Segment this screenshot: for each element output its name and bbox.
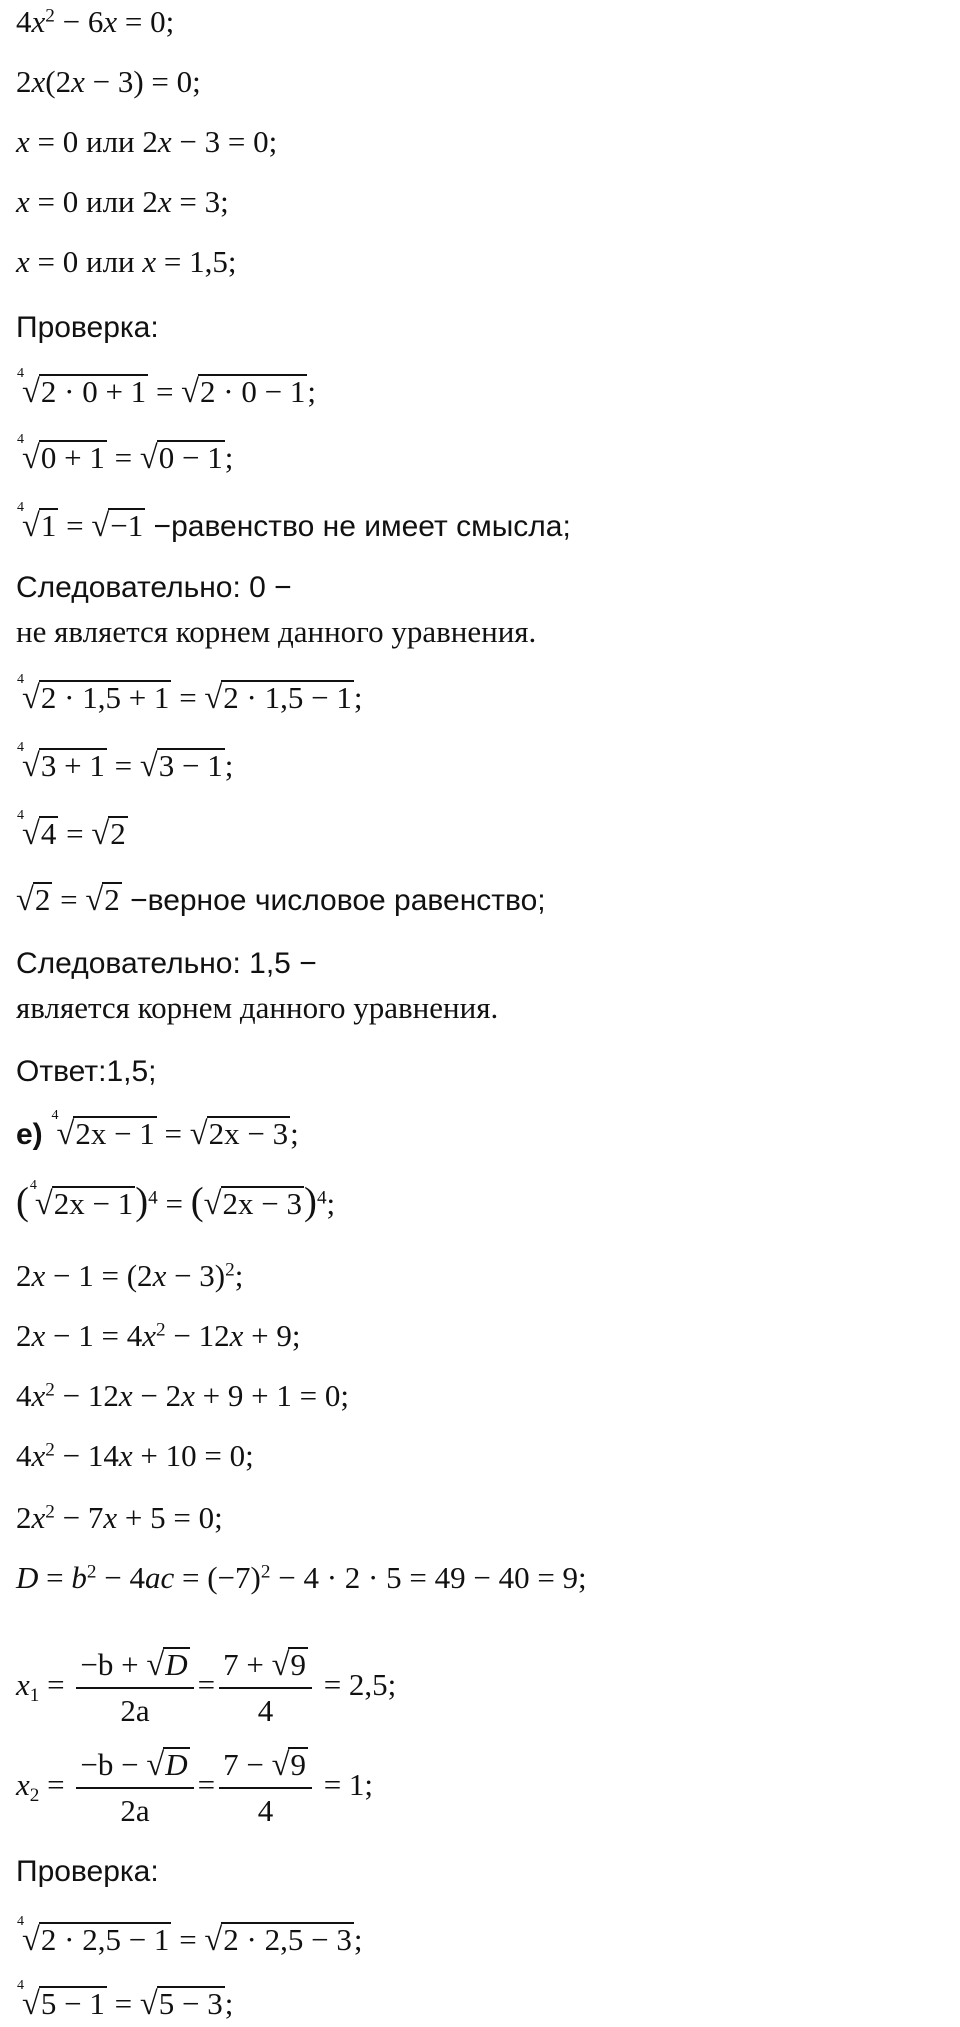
square-root: √2 · 1,5 − 1 bbox=[204, 680, 352, 716]
check-line: 4 √5 − 1 = √5 − 3; bbox=[17, 1978, 234, 2022]
square-root: √2x − 3 bbox=[189, 1116, 289, 1152]
equation-line: $2x - 1 = 4x^2 - 12x + 9$; bbox=[16, 1318, 301, 1353]
discriminant-line: $D = b^2 - 4ac = (-7)^2 - 4 \cdot 2 \cdot 5 = 49 - 40 = 9$; bbox=[16, 1560, 587, 1595]
check-line: 4 √4 = √2 bbox=[17, 808, 126, 852]
check-line: 4 √2 · 1,5 + 1 = √2 · 1,5 − 1; bbox=[17, 672, 363, 716]
square-root: √9 bbox=[271, 1646, 306, 1683]
fourth-root: 4 √0 + 1 bbox=[17, 432, 105, 476]
fourth-root: 4 √2 · 0 + 1 bbox=[17, 366, 147, 410]
check-line: 4 √1 = √−1 −равенство не имеет смысла; bbox=[17, 500, 571, 544]
fourth-root: 4 √3 + 1 bbox=[17, 740, 105, 784]
square-root: √2x − 3 bbox=[203, 1186, 303, 1222]
square-root: √D bbox=[146, 1646, 188, 1683]
square-root: √D bbox=[146, 1746, 188, 1783]
fourth-root: 4 √4 bbox=[17, 808, 57, 852]
square-root: √2 bbox=[16, 882, 51, 918]
equation-line: x = 0 или x = 1,5; bbox=[16, 244, 237, 279]
conclusion-text: не является корнем данного уравнения. bbox=[16, 614, 537, 649]
square-root: √0 − 1 bbox=[139, 440, 223, 476]
problem-label: е) bbox=[16, 1118, 43, 1151]
square-root: √2 · 2,5 − 3 bbox=[204, 1922, 352, 1958]
fraction: $\frac{7 - √9}{4}$ bbox=[219, 1743, 312, 1833]
square-root: √5 − 3 bbox=[139, 1986, 223, 2022]
square-root: √2 · 0 − 1 bbox=[181, 374, 306, 410]
square-root: √−1 bbox=[91, 508, 144, 544]
fraction: $\frac{-b - √D}{2a}$ bbox=[76, 1743, 193, 1833]
root-formula-x2: $x_2$ = $\frac{-b - √D}{2a}$ = $\frac{7 - √9}{4}$ = 1; bbox=[16, 1740, 373, 1833]
equation-line: ( 4 $√2x - 1)^4 = (√2x - 3)^4$; bbox=[16, 1178, 336, 1223]
equation-line: 2x(2x − 3) = 0; bbox=[16, 64, 201, 99]
square-root: √2 bbox=[91, 816, 126, 852]
square-root: √3 − 1 bbox=[139, 748, 223, 784]
fraction: $\frac{-b + √D}{2a}$ bbox=[76, 1643, 193, 1733]
problem-statement: е) 4 √2x − 1 = √2x − 3; bbox=[16, 1108, 299, 1152]
fourth-root: 4 √5 − 1 bbox=[17, 1978, 105, 2022]
equation-line: $4x^2 - 14x + 10 = 0$; bbox=[16, 1438, 254, 1473]
equation-line: $4x^2 - 12x - 2x + 9 + 1 = 0$; bbox=[16, 1378, 349, 1413]
equation-line: $2x - 1 = (2x - 3)^2$; bbox=[16, 1258, 244, 1293]
square-root: √2 bbox=[85, 882, 120, 918]
fourth-root: 4 √2x − 1 bbox=[51, 1108, 155, 1152]
check-line: 4 √0 + 1 = √0 − 1; bbox=[17, 432, 234, 476]
equation-line: x = 0 или 2x = 3; bbox=[16, 184, 229, 219]
fraction: $\frac{7 + √9}{4}$ bbox=[219, 1643, 312, 1733]
equation-line: x = 0 или 2x − 3 = 0; bbox=[16, 124, 278, 159]
fourth-root: 4 √2x − 1 bbox=[29, 1178, 134, 1222]
equation-line: $2x^2 - 7x + 5 = 0$; bbox=[16, 1500, 223, 1535]
check-line: √2 = √2 −верное числовое равенство; bbox=[16, 878, 546, 921]
fourth-root: 4 √1 bbox=[17, 500, 57, 544]
check-line: 4 √2 · 0 + 1 = √2 · 0 − 1; bbox=[17, 366, 316, 410]
root-formula-x1: $x_1$ = $\frac{-b + √D}{2a}$ = $\frac{7 + √9}{4}$ = 2,5; bbox=[16, 1640, 396, 1733]
conclusion-text: является корнем данного уравнения. bbox=[16, 990, 499, 1025]
conclusion-text: Следовательно: 1,5 − bbox=[16, 947, 317, 980]
check-label: Проверка: bbox=[16, 1855, 159, 1888]
equation-line: $4x^2 - 6x = 0$; bbox=[16, 4, 175, 39]
check-label: Проверка: bbox=[16, 311, 159, 344]
conclusion-text: Следовательно: 0 − bbox=[16, 571, 292, 604]
check-line: 4 √2 · 2,5 − 1 = √2 · 2,5 − 3; bbox=[17, 1914, 363, 1958]
check-line: 4 √3 + 1 = √3 − 1; bbox=[17, 740, 234, 784]
answer-text: Ответ:1,5; bbox=[16, 1055, 157, 1088]
fourth-root: 4 √2 · 2,5 − 1 bbox=[17, 1914, 170, 1958]
fourth-root: 4 √2 · 1,5 + 1 bbox=[17, 672, 170, 716]
square-root: √9 bbox=[271, 1746, 306, 1783]
